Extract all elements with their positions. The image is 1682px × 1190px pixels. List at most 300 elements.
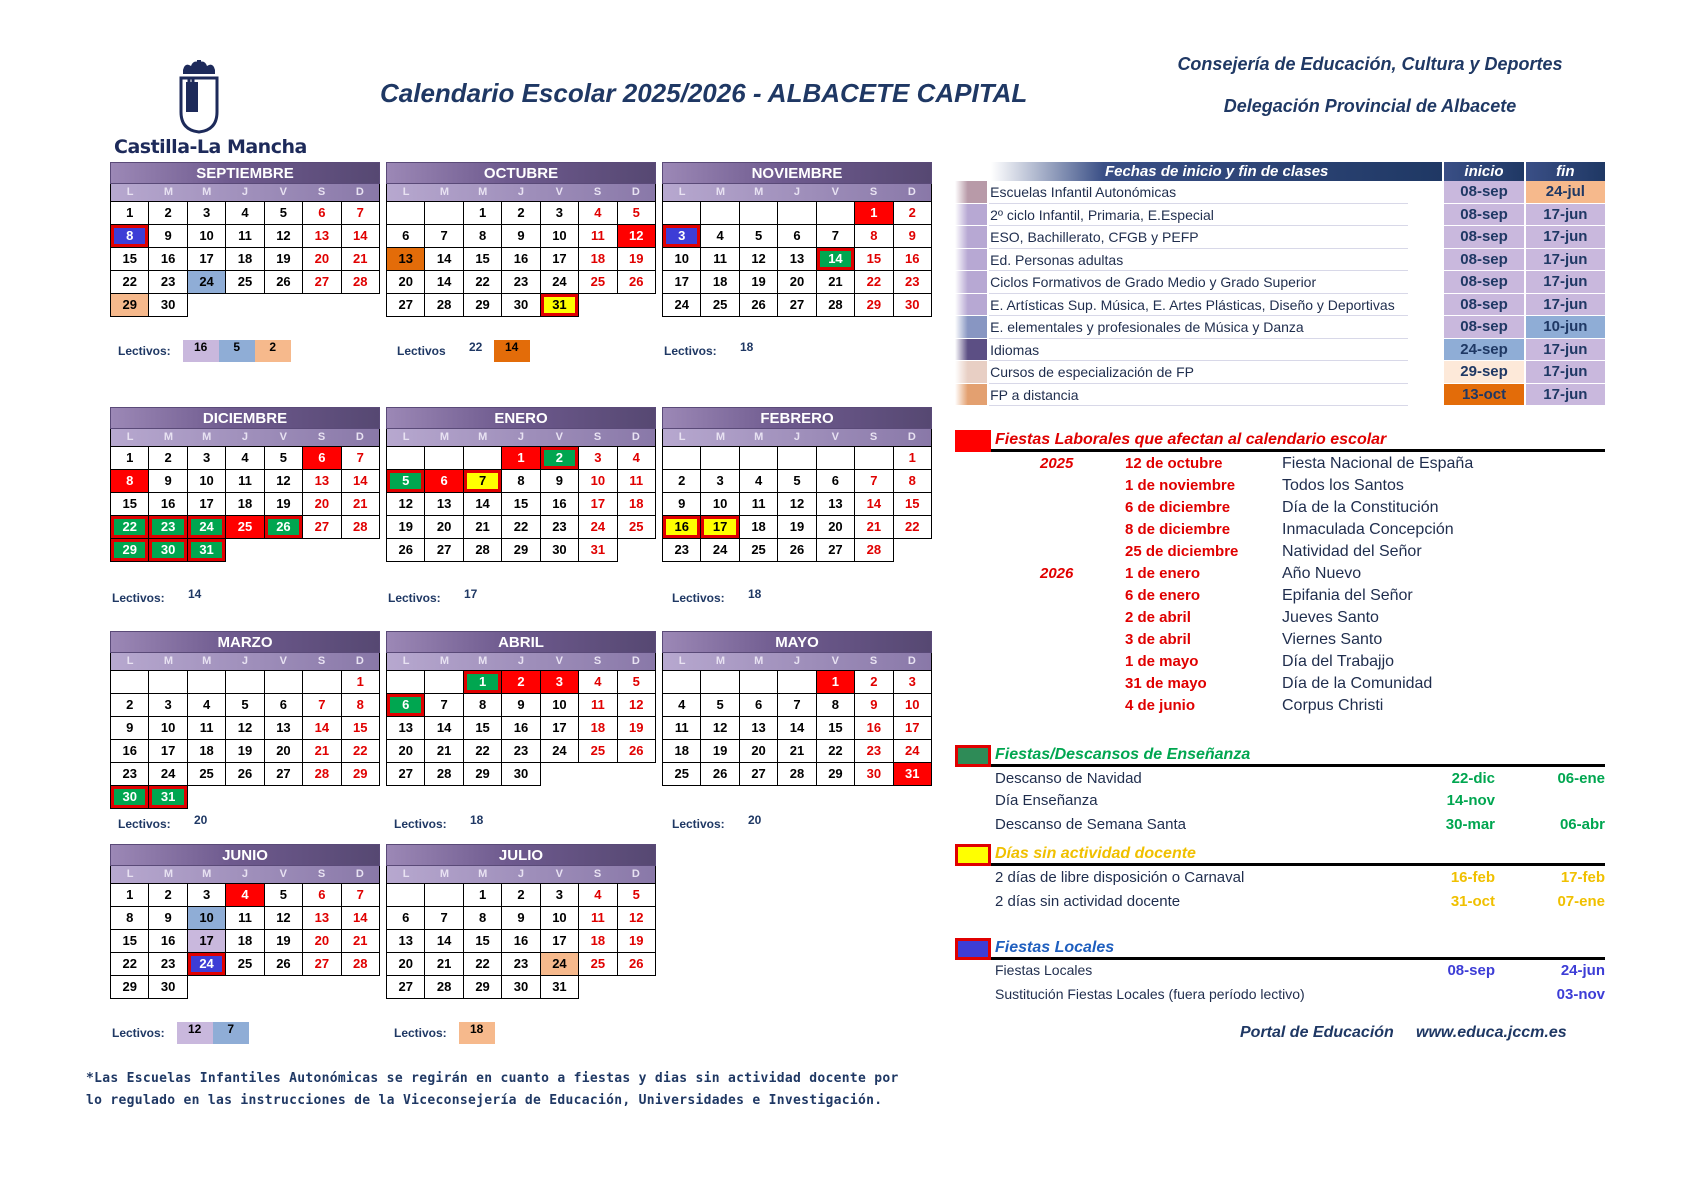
day-cell: 27 bbox=[303, 953, 341, 976]
start-date: 08-sep bbox=[1444, 271, 1523, 294]
delegation-name: Delegación Provincial de Albacete bbox=[1223, 96, 1517, 116]
day-cell: 10 bbox=[579, 470, 617, 493]
day-cell: 22 bbox=[464, 953, 502, 976]
weekday-label: M bbox=[202, 868, 212, 880]
empty-cell bbox=[579, 763, 617, 786]
day-cell: 17 bbox=[188, 248, 226, 271]
day-cell: 28 bbox=[464, 539, 502, 562]
day-cell: 1 bbox=[894, 447, 932, 470]
day-cell: 14 bbox=[855, 493, 893, 516]
day-cell: 29 bbox=[342, 763, 380, 786]
descansos-row bbox=[995, 816, 1605, 838]
day-cell: 18 bbox=[579, 930, 617, 953]
holiday-name: Epifania del Señor bbox=[1282, 587, 1413, 604]
empty-cell bbox=[188, 671, 226, 694]
day-cell: 18 bbox=[226, 493, 264, 516]
day-cell: 6 bbox=[387, 907, 425, 930]
weekday-label: J bbox=[241, 431, 249, 443]
holiday-row bbox=[955, 521, 1605, 543]
empty-cell bbox=[740, 447, 778, 470]
weekday-label: M bbox=[439, 868, 449, 880]
level-color-swatch bbox=[955, 249, 987, 272]
empty-cell bbox=[855, 447, 893, 470]
locales-row bbox=[995, 962, 1605, 984]
empty-cell bbox=[663, 447, 701, 470]
period-name: 2 días de libre disposición o Carnaval bbox=[995, 869, 1245, 886]
day-cell: 7 bbox=[425, 694, 463, 717]
empty-cell bbox=[342, 539, 380, 562]
teaching-days-summary bbox=[112, 587, 213, 609]
start-date: 08-sep bbox=[1444, 316, 1523, 339]
day-cell: 3 bbox=[701, 470, 739, 493]
weekday-label: D bbox=[631, 431, 640, 443]
day-cell: 10 bbox=[894, 694, 932, 717]
day-cell: 29 bbox=[817, 763, 855, 786]
day-cell: 2 bbox=[149, 884, 187, 907]
day-cell: 17 bbox=[541, 930, 579, 953]
day-cell: 31 bbox=[541, 294, 579, 317]
day-cell: 16 bbox=[855, 717, 893, 740]
day-cell: 10 bbox=[541, 907, 579, 930]
empty-cell bbox=[618, 539, 656, 562]
day-cell: 23 bbox=[894, 271, 932, 294]
day-cell: 11 bbox=[579, 694, 617, 717]
day-cell: 29 bbox=[464, 294, 502, 317]
month-name: MARZO bbox=[110, 631, 380, 653]
teaching-days-count: 7 bbox=[213, 1022, 249, 1044]
day-cell: 20 bbox=[387, 953, 425, 976]
day-cell: 12 bbox=[265, 907, 303, 930]
empty-cell bbox=[425, 447, 463, 470]
level-color-swatch bbox=[955, 316, 987, 339]
day-cell: 28 bbox=[425, 976, 463, 999]
day-cell: 31 bbox=[188, 539, 226, 562]
weekday-label: J bbox=[517, 431, 525, 443]
day-cell: 19 bbox=[618, 717, 656, 740]
empty-cell bbox=[188, 786, 226, 809]
day-cell: 16 bbox=[894, 248, 932, 271]
month-name: JUNIO bbox=[110, 844, 380, 866]
day-cell: 4 bbox=[618, 447, 656, 470]
day-cell: 17 bbox=[541, 248, 579, 271]
period-name: Sustitución Fiestas Locales (fuera período lectivo) bbox=[995, 986, 1305, 1002]
descansos-row bbox=[995, 770, 1605, 792]
day-cell: 16 bbox=[111, 740, 149, 763]
teaching-days-count: 2 bbox=[255, 340, 291, 362]
empty-cell bbox=[265, 671, 303, 694]
end-date: 17-jun bbox=[1526, 271, 1605, 294]
day-cell: 30 bbox=[502, 294, 540, 317]
teaching-days-count: 12 bbox=[177, 1022, 213, 1044]
day-cell: 1 bbox=[111, 202, 149, 225]
education-level: E. Artísticas Sup. Música, E. Artes Plásticas, Diseño y Deportivas bbox=[989, 294, 1408, 317]
holiday-name: Natividad del Señor bbox=[1282, 543, 1422, 560]
day-cell: 5 bbox=[387, 470, 425, 493]
period-from: 30-mar bbox=[1445, 816, 1495, 833]
no-activity-header bbox=[955, 844, 1605, 866]
period-from: 22-dic bbox=[1451, 770, 1495, 787]
weekday-label: L bbox=[678, 431, 686, 443]
day-cell: 3 bbox=[188, 202, 226, 225]
end-date: 24-jul bbox=[1526, 181, 1605, 204]
day-cell: 15 bbox=[464, 930, 502, 953]
day-cell: 27 bbox=[740, 763, 778, 786]
day-cell: 19 bbox=[265, 930, 303, 953]
breaks-title: Fiestas/Descansos de Enseñanza bbox=[995, 746, 1251, 763]
school-dates-row bbox=[955, 226, 1605, 249]
holiday-row bbox=[955, 543, 1605, 565]
day-cell: 12 bbox=[618, 694, 656, 717]
day-cell: 19 bbox=[701, 740, 739, 763]
day-cell: 4 bbox=[579, 671, 617, 694]
day-cell: 31 bbox=[579, 539, 617, 562]
day-cell: 10 bbox=[663, 248, 701, 271]
teaching-days-count: 18 bbox=[740, 340, 754, 354]
day-cell: 4 bbox=[701, 225, 739, 248]
day-cell: 8 bbox=[342, 694, 380, 717]
weekday-label: M bbox=[202, 431, 212, 443]
day-cell: 9 bbox=[149, 907, 187, 930]
empty-cell bbox=[618, 294, 656, 317]
start-date: 29-sep bbox=[1444, 361, 1523, 384]
empty-cell bbox=[425, 884, 463, 907]
month-julio bbox=[386, 844, 656, 999]
day-cell: 21 bbox=[342, 493, 380, 516]
end-date: 10-jun bbox=[1526, 316, 1605, 339]
day-cell: 22 bbox=[111, 271, 149, 294]
end-date: 17-jun bbox=[1526, 339, 1605, 362]
education-level: E. elementales y profesionales de Música y Danza bbox=[989, 316, 1408, 339]
day-cell: 5 bbox=[265, 447, 303, 470]
logo bbox=[114, 60, 307, 160]
day-cell: 21 bbox=[425, 953, 463, 976]
day-cell: 6 bbox=[387, 225, 425, 248]
weekday-label: M bbox=[439, 655, 449, 667]
weekday-label: L bbox=[402, 186, 410, 198]
day-cell: 1 bbox=[855, 202, 893, 225]
day-cell: 24 bbox=[188, 271, 226, 294]
day-cell: 26 bbox=[618, 740, 656, 763]
weekday-label: D bbox=[907, 431, 916, 443]
day-cell: 24 bbox=[188, 953, 226, 976]
empty-cell bbox=[778, 447, 816, 470]
weekday-label: M bbox=[202, 655, 212, 667]
day-cell: 25 bbox=[701, 294, 739, 317]
empty-cell bbox=[701, 202, 739, 225]
weekday-label: L bbox=[126, 655, 134, 667]
teaching-days-label: Lectivos: bbox=[388, 591, 441, 605]
day-cell: 17 bbox=[188, 493, 226, 516]
holidays-title: Fiestas Laborales que afectan al calendario escolar bbox=[995, 431, 1387, 448]
day-cell: 11 bbox=[663, 717, 701, 740]
empty-cell bbox=[387, 202, 425, 225]
month-febrero bbox=[662, 407, 932, 562]
day-cell: 8 bbox=[464, 907, 502, 930]
day-cell: 26 bbox=[618, 271, 656, 294]
weekday-label: J bbox=[793, 186, 801, 198]
day-cell: 1 bbox=[464, 671, 502, 694]
school-dates-title: Fechas de inicio y fin de clases bbox=[991, 162, 1442, 181]
empty-cell bbox=[265, 539, 303, 562]
teaching-days-count: 22 bbox=[469, 340, 483, 354]
day-cell: 13 bbox=[817, 493, 855, 516]
day-cell: 30 bbox=[894, 294, 932, 317]
day-cell: 22 bbox=[464, 740, 502, 763]
day-cell: 19 bbox=[265, 493, 303, 516]
day-cell: 31 bbox=[541, 976, 579, 999]
day-cell: 6 bbox=[778, 225, 816, 248]
empty-cell bbox=[618, 763, 656, 786]
day-cell: 10 bbox=[541, 694, 579, 717]
day-cell: 12 bbox=[778, 493, 816, 516]
day-cell: 28 bbox=[342, 271, 380, 294]
day-cell: 19 bbox=[778, 516, 816, 539]
day-cell: 19 bbox=[618, 930, 656, 953]
day-cell: 15 bbox=[111, 493, 149, 516]
weekday-label: J bbox=[793, 655, 801, 667]
day-cell: 7 bbox=[342, 884, 380, 907]
empty-cell bbox=[188, 294, 226, 317]
day-cell: 26 bbox=[778, 539, 816, 562]
weekday-label: M bbox=[163, 868, 173, 880]
organization-name: Consejería de Educación, Cultura y Deportes bbox=[1177, 54, 1563, 74]
no-activity-title: Días sin actividad docente bbox=[995, 845, 1196, 862]
day-cell: 3 bbox=[579, 447, 617, 470]
holiday-year: 2026 bbox=[1040, 565, 1074, 582]
weekday-label: L bbox=[402, 431, 410, 443]
month-enero bbox=[386, 407, 656, 562]
holiday-date: 2 de abril bbox=[1125, 609, 1191, 626]
page-title: Calendario Escolar 2025/2026 - ALBACETE CAPITAL bbox=[380, 78, 1028, 108]
weekday-header bbox=[110, 184, 380, 201]
holiday-date: 31 de mayo bbox=[1125, 675, 1207, 692]
empty-cell bbox=[342, 786, 380, 809]
day-cell: 4 bbox=[663, 694, 701, 717]
day-cell: 2 bbox=[502, 671, 540, 694]
month-name: OCTUBRE bbox=[386, 162, 656, 184]
day-cell: 20 bbox=[303, 493, 341, 516]
weekday-label: D bbox=[355, 431, 364, 443]
teaching-days-count: 18 bbox=[470, 813, 484, 827]
day-cell: 3 bbox=[188, 884, 226, 907]
day-cell: 21 bbox=[464, 516, 502, 539]
day-cell: 30 bbox=[111, 786, 149, 809]
weekday-label: L bbox=[678, 186, 686, 198]
day-cell: 8 bbox=[817, 694, 855, 717]
day-cell: 22 bbox=[111, 953, 149, 976]
teaching-days-count: 14 bbox=[494, 340, 530, 362]
local-color-swatch bbox=[955, 938, 991, 960]
empty-cell bbox=[894, 539, 932, 562]
day-cell: 30 bbox=[541, 539, 579, 562]
end-date: 17-jun bbox=[1526, 249, 1605, 272]
day-cell: 18 bbox=[226, 248, 264, 271]
empty-cell bbox=[425, 202, 463, 225]
day-cell: 17 bbox=[579, 493, 617, 516]
day-cell: 14 bbox=[425, 271, 463, 294]
day-cell: 25 bbox=[663, 763, 701, 786]
day-cell: 27 bbox=[387, 763, 425, 786]
day-cell: 16 bbox=[502, 717, 540, 740]
days-grid bbox=[110, 883, 380, 999]
education-portal-link[interactable]: Portal de Educación www.educa.jccm.es bbox=[1240, 1024, 1567, 1041]
holiday-date: 1 de noviembre bbox=[1125, 477, 1236, 494]
holiday-row bbox=[955, 653, 1605, 675]
empty-cell bbox=[740, 202, 778, 225]
day-cell: 13 bbox=[778, 248, 816, 271]
day-cell: 9 bbox=[663, 493, 701, 516]
day-cell: 28 bbox=[425, 294, 463, 317]
teaching-days-label: Lectivos: bbox=[664, 344, 717, 358]
weekday-label: V bbox=[555, 431, 563, 443]
day-cell: 17 bbox=[701, 516, 739, 539]
day-cell: 14 bbox=[778, 717, 816, 740]
day-cell: 9 bbox=[149, 470, 187, 493]
weekday-header bbox=[662, 653, 932, 670]
empty-cell bbox=[579, 294, 617, 317]
holiday-row bbox=[955, 675, 1605, 697]
crest-icon bbox=[177, 60, 221, 134]
empty-cell bbox=[778, 671, 816, 694]
day-cell: 15 bbox=[111, 930, 149, 953]
day-cell: 20 bbox=[740, 740, 778, 763]
period-from: 14-nov bbox=[1446, 792, 1495, 809]
day-cell: 8 bbox=[855, 225, 893, 248]
day-cell: 15 bbox=[502, 493, 540, 516]
day-cell: 26 bbox=[387, 539, 425, 562]
days-grid bbox=[110, 670, 380, 809]
weekday-label: J bbox=[517, 868, 525, 880]
day-cell: 2 bbox=[894, 202, 932, 225]
descansos-row bbox=[995, 792, 1605, 814]
teaching-days-summary bbox=[672, 813, 773, 835]
day-cell: 15 bbox=[464, 248, 502, 271]
teaching-days-count: 18 bbox=[459, 1022, 495, 1044]
education-level: ESO, Bachillerato, CFGB y PEFP bbox=[989, 226, 1408, 249]
day-cell: 15 bbox=[855, 248, 893, 271]
weekday-header bbox=[662, 184, 932, 201]
education-level: Ed. Personas adultas bbox=[989, 249, 1408, 272]
day-cell: 26 bbox=[618, 953, 656, 976]
day-cell: 22 bbox=[894, 516, 932, 539]
period-name: 2 días sin actividad docente bbox=[995, 893, 1181, 910]
day-cell: 23 bbox=[541, 516, 579, 539]
day-cell: 24 bbox=[663, 294, 701, 317]
day-cell: 7 bbox=[342, 447, 380, 470]
days-grid bbox=[110, 446, 380, 562]
education-level: Ciclos Formativos de Grado Medio y Grado Superior bbox=[989, 271, 1408, 294]
local-holidays-header bbox=[955, 938, 1605, 960]
day-cell: 13 bbox=[265, 717, 303, 740]
day-cell: 15 bbox=[111, 248, 149, 271]
start-date: 24-sep bbox=[1444, 339, 1523, 362]
education-level: FP a distancia bbox=[989, 384, 1408, 407]
teaching-days-label: Lectivos: bbox=[112, 591, 165, 605]
day-cell: 30 bbox=[502, 976, 540, 999]
weekday-label: M bbox=[163, 186, 173, 198]
month-name: DICIEMBRE bbox=[110, 407, 380, 429]
day-cell: 3 bbox=[894, 671, 932, 694]
school-dates-row bbox=[955, 384, 1605, 407]
end-date: 17-jun bbox=[1526, 226, 1605, 249]
day-cell: 12 bbox=[618, 225, 656, 248]
day-cell: 5 bbox=[265, 884, 303, 907]
holiday-date: 4 de junio bbox=[1125, 697, 1196, 714]
day-cell: 2 bbox=[502, 202, 540, 225]
footnote-line: lo regulado en las instrucciones de la Viceconsejería de Educación, Universidades e Investigación. bbox=[86, 1093, 883, 1108]
day-cell: 4 bbox=[579, 202, 617, 225]
day-cell: 2 bbox=[541, 447, 579, 470]
day-cell: 9 bbox=[894, 225, 932, 248]
day-cell: 1 bbox=[817, 671, 855, 694]
empty-cell bbox=[111, 671, 149, 694]
day-cell: 14 bbox=[425, 930, 463, 953]
empty-cell bbox=[817, 202, 855, 225]
empty-cell bbox=[701, 447, 739, 470]
empty-cell bbox=[464, 447, 502, 470]
empty-cell bbox=[303, 786, 341, 809]
weekday-label: M bbox=[754, 431, 764, 443]
day-cell: 14 bbox=[342, 225, 380, 248]
day-cell: 1 bbox=[464, 202, 502, 225]
day-cell: 10 bbox=[701, 493, 739, 516]
weekday-label: L bbox=[126, 868, 134, 880]
period-to: 06-ene bbox=[1557, 770, 1605, 787]
day-cell: 9 bbox=[502, 907, 540, 930]
day-cell: 16 bbox=[149, 493, 187, 516]
day-cell: 1 bbox=[502, 447, 540, 470]
day-cell: 5 bbox=[265, 202, 303, 225]
day-cell: 2 bbox=[502, 884, 540, 907]
school-dates-row bbox=[955, 339, 1605, 362]
weekday-label: V bbox=[555, 655, 563, 667]
day-cell: 16 bbox=[149, 248, 187, 271]
day-cell: 1 bbox=[111, 884, 149, 907]
day-cell: 22 bbox=[464, 271, 502, 294]
weekday-label: M bbox=[478, 431, 488, 443]
period-name: Día Enseñanza bbox=[995, 792, 1098, 809]
month-septiembre bbox=[110, 162, 380, 317]
holiday-name: Corpus Christi bbox=[1282, 697, 1384, 714]
day-cell: 20 bbox=[303, 930, 341, 953]
day-cell: 12 bbox=[387, 493, 425, 516]
weekday-label: L bbox=[402, 655, 410, 667]
month-marzo bbox=[110, 631, 380, 809]
day-cell: 8 bbox=[464, 694, 502, 717]
holiday-date: 3 de abril bbox=[1125, 631, 1191, 648]
day-cell: 22 bbox=[817, 740, 855, 763]
day-cell: 14 bbox=[342, 470, 380, 493]
period-from: 16-feb bbox=[1450, 869, 1495, 886]
day-cell: 24 bbox=[541, 740, 579, 763]
day-cell: 6 bbox=[817, 470, 855, 493]
day-cell: 10 bbox=[188, 225, 226, 248]
day-cell: 24 bbox=[579, 516, 617, 539]
weekday-label: L bbox=[678, 655, 686, 667]
day-cell: 12 bbox=[265, 225, 303, 248]
period-to: 17-feb bbox=[1560, 869, 1605, 886]
day-cell: 29 bbox=[111, 539, 149, 562]
days-grid bbox=[386, 883, 656, 999]
day-cell: 14 bbox=[817, 248, 855, 271]
no-activity-color-swatch bbox=[955, 844, 991, 866]
day-cell: 25 bbox=[226, 953, 264, 976]
day-cell: 11 bbox=[226, 225, 264, 248]
holiday-row bbox=[955, 587, 1605, 609]
day-cell: 14 bbox=[464, 493, 502, 516]
day-cell: 28 bbox=[425, 763, 463, 786]
holiday-date: 6 de diciembre bbox=[1125, 499, 1231, 516]
